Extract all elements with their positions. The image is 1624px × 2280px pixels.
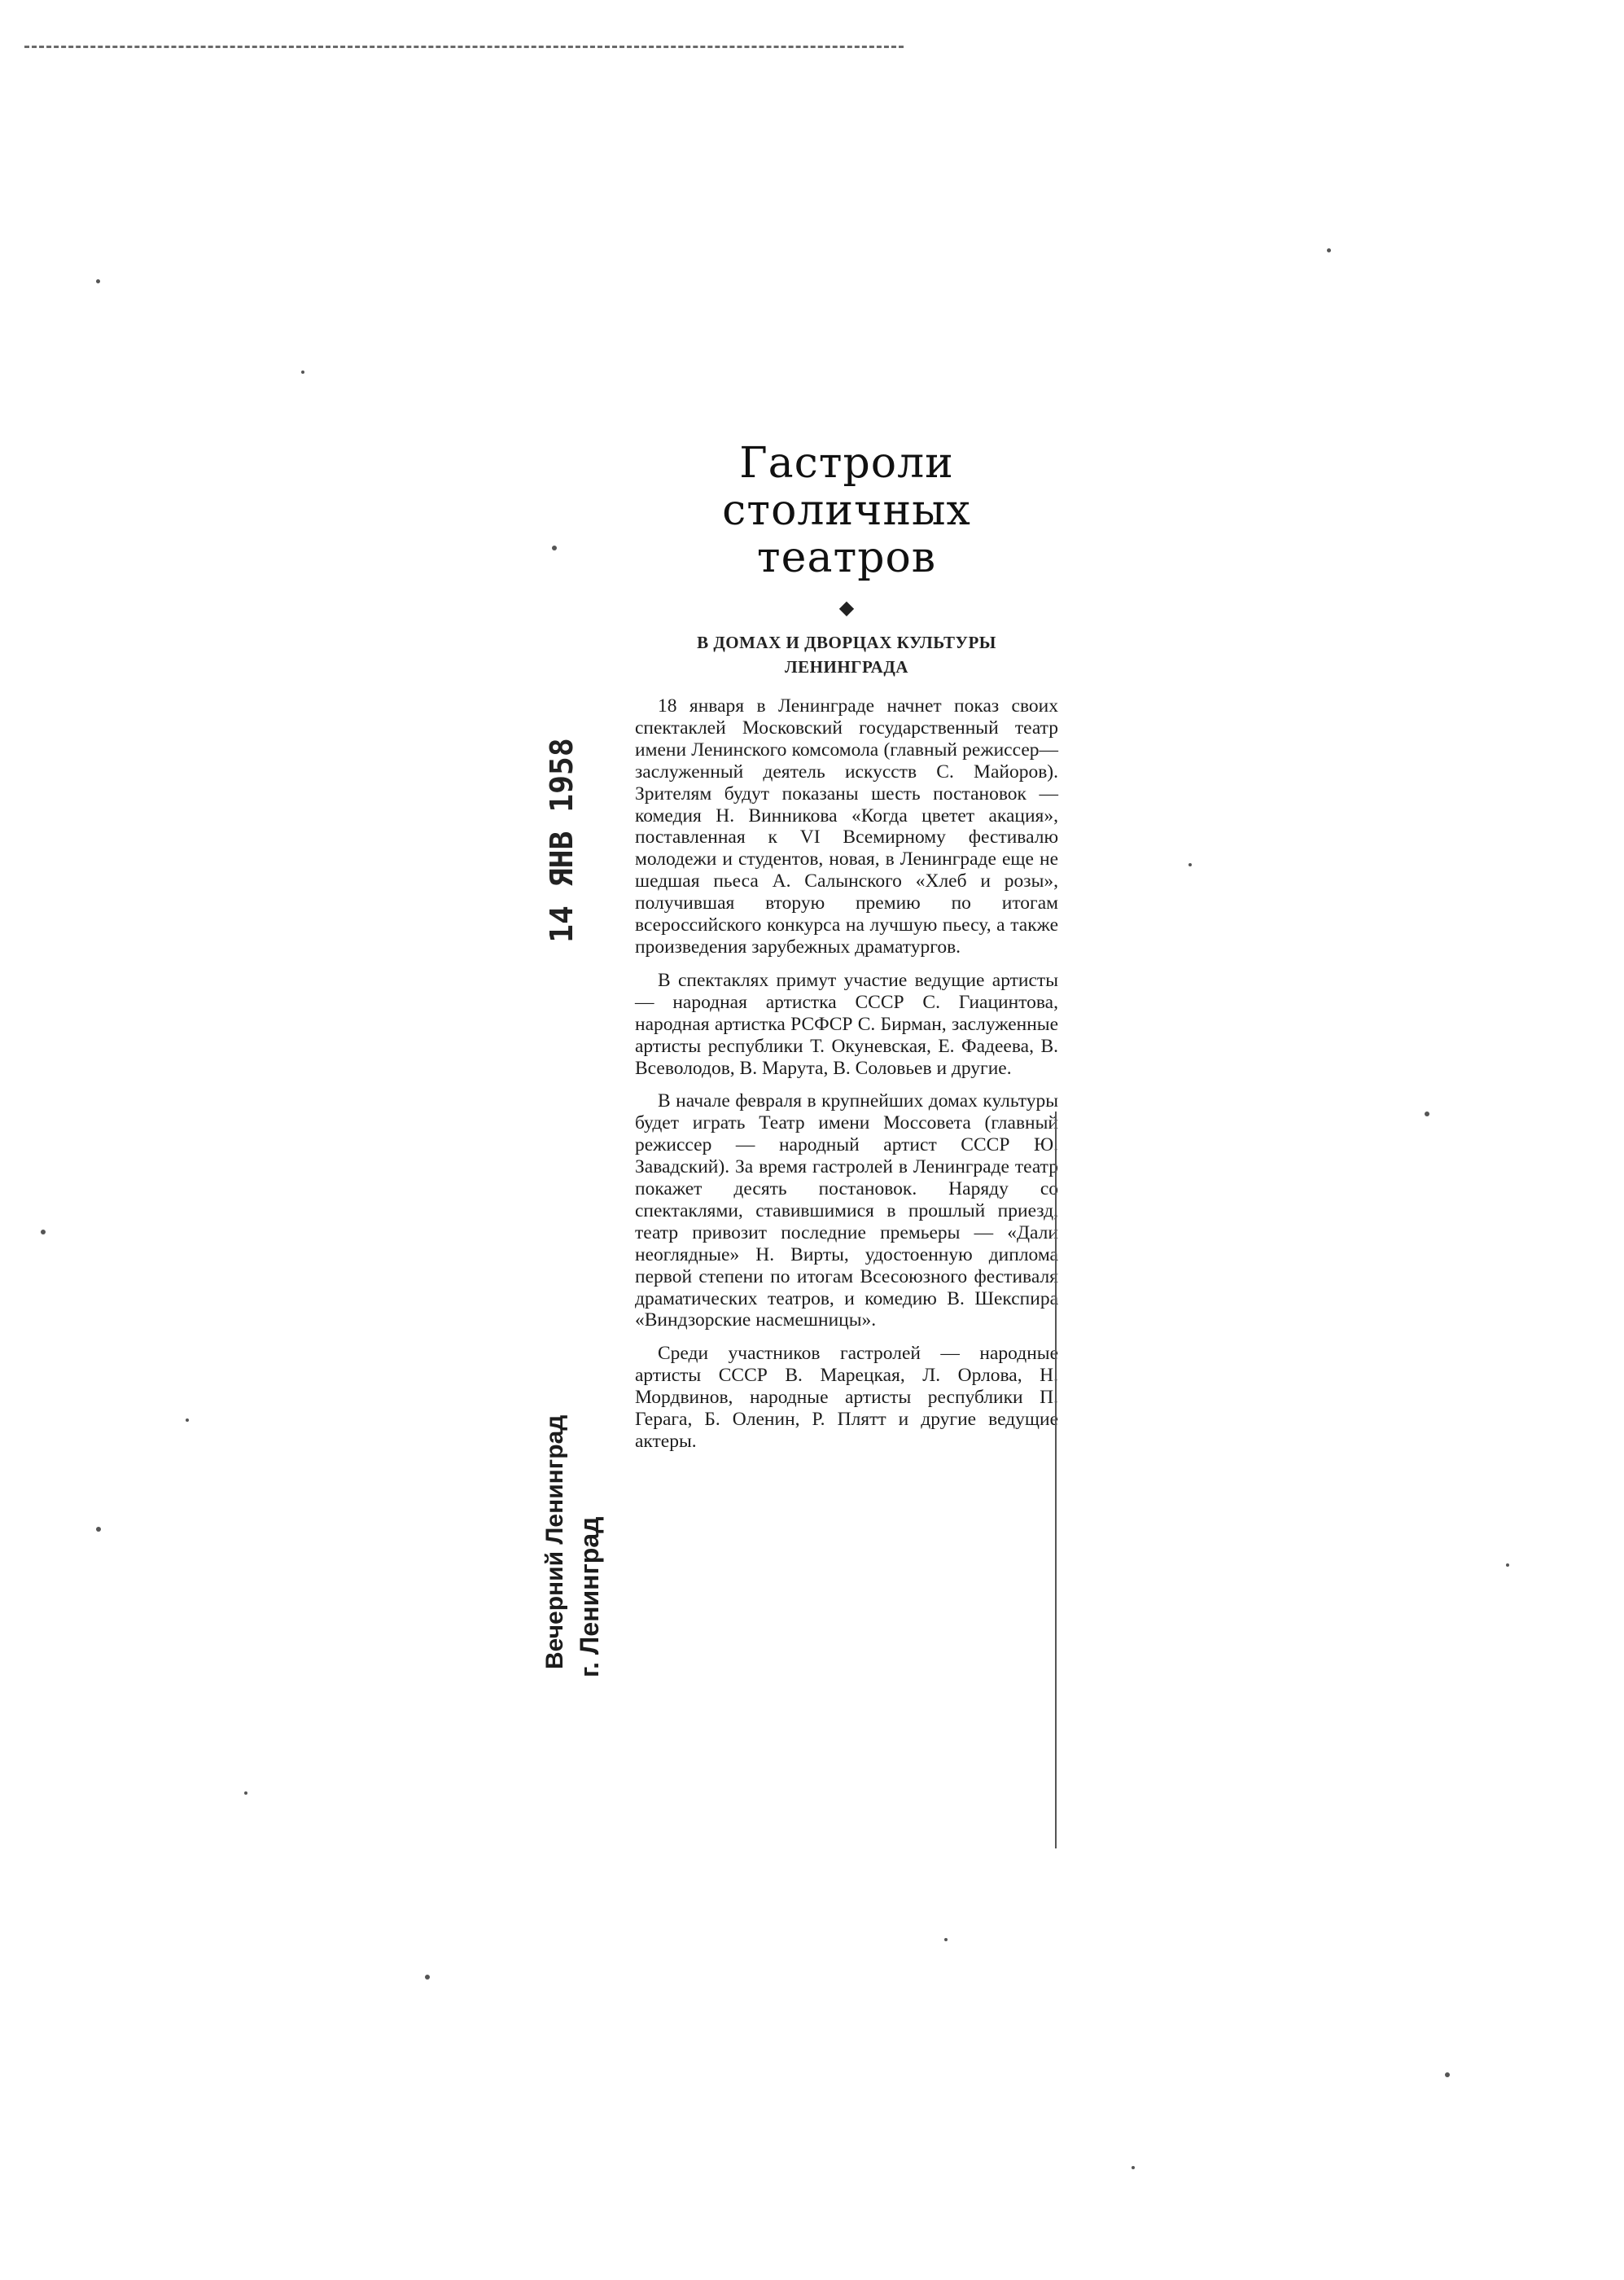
- diamond-ornament-icon: ◆: [838, 596, 855, 619]
- source-city: г. Ленинград: [575, 1516, 604, 1677]
- speck: [425, 1975, 430, 1980]
- speck: [96, 1527, 101, 1532]
- speck: [244, 1791, 247, 1795]
- subheading-line-2: ЛЕНИНГРАДА: [785, 657, 908, 677]
- speck: [1425, 1112, 1429, 1116]
- speck: [96, 279, 100, 283]
- headline: [635, 440, 1058, 581]
- top-border-rule: [24, 46, 904, 48]
- article-body: [635, 695, 1058, 1453]
- speck: [944, 1938, 948, 1941]
- column-rule: [1055, 1112, 1057, 1848]
- source-newspaper-name: Вечерний Ленинград: [541, 1414, 568, 1669]
- paragraph-1: 18 января в Ленинграде начнет показ своих спектаклей Московский государственный театр имени Ленинского комсомола (главный режиссер—заслуженный деятель искусств С. Майоров). Зрителям будут показаны шесть постановок — комедия Н. Винникова «Когда цветет акация», поставленная к VI Всемирному фестивалю молодежи и студентов, новая, в Ленинграде еще не шедшая пьеса А. Салынского «Хлеб и розы», получившая вторую премию по итогам всероссийского конкурса на лучшую пьесу, а также произведения зарубежных драматургов.: [635, 695, 1058, 958]
- speck: [41, 1230, 46, 1234]
- paragraph-4: Среди участников гастролей — народные артисты СССР В. Марецкая, Л. Орлова, Н. Мордвинов, народные артисты республики П. Герага, Б. Оленин, Р. Плятт и другие ведущие актеры.: [635, 1343, 1058, 1452]
- headline-line-3: театров: [756, 533, 937, 582]
- headline-line-2: столичных: [722, 486, 971, 535]
- speck: [1132, 2166, 1135, 2169]
- paragraph-2: В спектаклях примут участие ведущие артисты — народная артистка СССР С. Гиацинтова, народная артистка РСФСР С. Бирман, заслуженные артисты республики Т. Окуневская, Е. Фадеева, В. Всеволодов, В. Марута, В. Соловьев и другие.: [635, 969, 1058, 1079]
- headline-line-1: Гастроли: [739, 439, 954, 488]
- speck: [1445, 2072, 1450, 2077]
- speck: [552, 546, 557, 550]
- speck: [186, 1418, 189, 1422]
- subheading-line-1: В ДОМАХ И ДВОРЦАХ КУЛЬТУРЫ: [697, 633, 996, 652]
- speck: [301, 370, 304, 374]
- speck: [1327, 248, 1331, 252]
- date-stamp-text: 14 ЯНВ 1958: [544, 738, 580, 943]
- paragraph-3: В начале февраля в крупнейших домах культуры будет играть Театр имени Моссовета (главный режиссер — народный артист СССР Ю. Завадский). За время гастролей в Ленинграде театр покажет десять постановок. Наряду со спектаклями, ставившимися в прошлый приезд, театр привозит последние премьеры — «Дали неоглядные» Н. Вирты, удостоенную диплома первой степени по итогам Всесоюзного фестиваля драматических театров, и комедию В. Шекспира «Виндзорские насмешницы».: [635, 1090, 1058, 1331]
- speck: [1188, 863, 1192, 866]
- speck: [1506, 1563, 1509, 1567]
- subheading: [635, 630, 1058, 679]
- newspaper-clipping: [635, 440, 1058, 1464]
